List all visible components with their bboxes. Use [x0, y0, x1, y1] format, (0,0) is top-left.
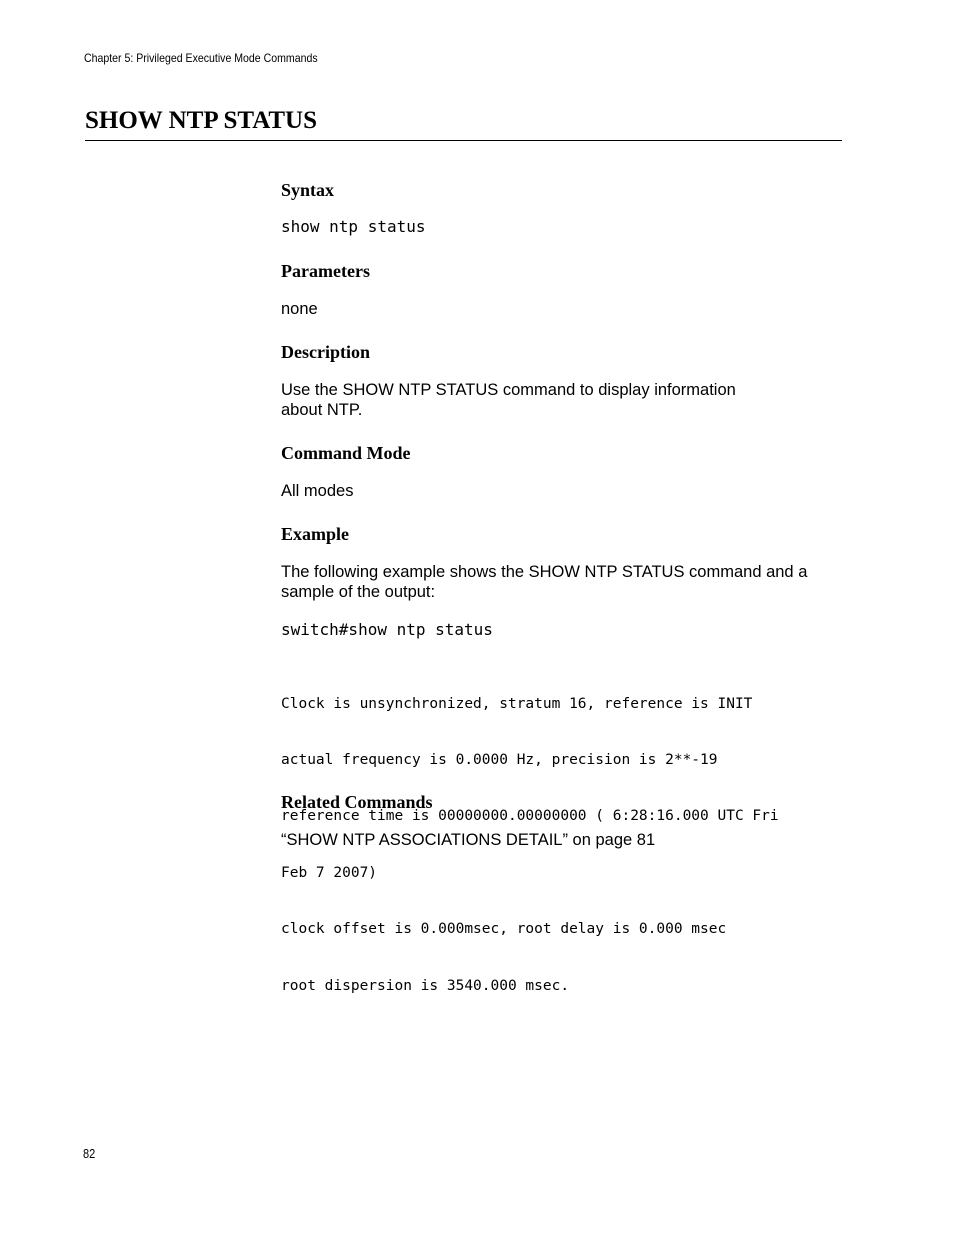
parameters-text: none — [281, 300, 318, 318]
running-header: Chapter 5: Privileged Executive Mode Commands — [84, 51, 318, 65]
syntax-heading: Syntax — [281, 180, 335, 200]
example-intro — [281, 562, 807, 602]
title-rule — [85, 140, 842, 141]
command-mode-text: All modes — [281, 482, 354, 500]
page-title: SHOW NTP STATUS — [85, 107, 318, 134]
page-number: 82 — [83, 1147, 96, 1161]
description-line: about NTP. — [281, 401, 363, 419]
description-text — [281, 380, 736, 420]
output-line: root dispersion is 3540.000 msec. — [281, 977, 570, 994]
related-commands-heading: Related Commands — [281, 792, 433, 812]
parameters-heading: Parameters — [281, 261, 370, 281]
description-heading: Description — [281, 342, 370, 362]
example-command: switch#show ntp status — [281, 620, 493, 639]
example-intro-line: sample of the output: — [281, 583, 436, 601]
syntax-command: show ntp status — [281, 217, 426, 236]
output-line: Clock is unsynchronized, stratum 16, reference is INIT — [281, 695, 753, 712]
output-line: Feb 7 2007) — [281, 864, 378, 881]
output-line: actual frequency is 0.0000 Hz, precision is 2**-19 — [281, 751, 718, 768]
output-line: clock offset is 0.000msec, root delay is 0.000 msec — [281, 921, 727, 938]
example-intro-line: The following example shows the SHOW NTP STATUS command and a — [281, 563, 808, 581]
example-heading: Example — [281, 524, 350, 544]
description-line: Use the SHOW NTP STATUS command to display information — [281, 381, 736, 399]
related-command-link[interactable]: “SHOW NTP ASSOCIATIONS DETAIL” on page 81 — [281, 831, 656, 849]
output-line: reference time is 00000000.00000000 ( 6:28:16.000 UTC Fri — [281, 808, 779, 825]
command-mode-heading: Command Mode — [281, 443, 411, 463]
